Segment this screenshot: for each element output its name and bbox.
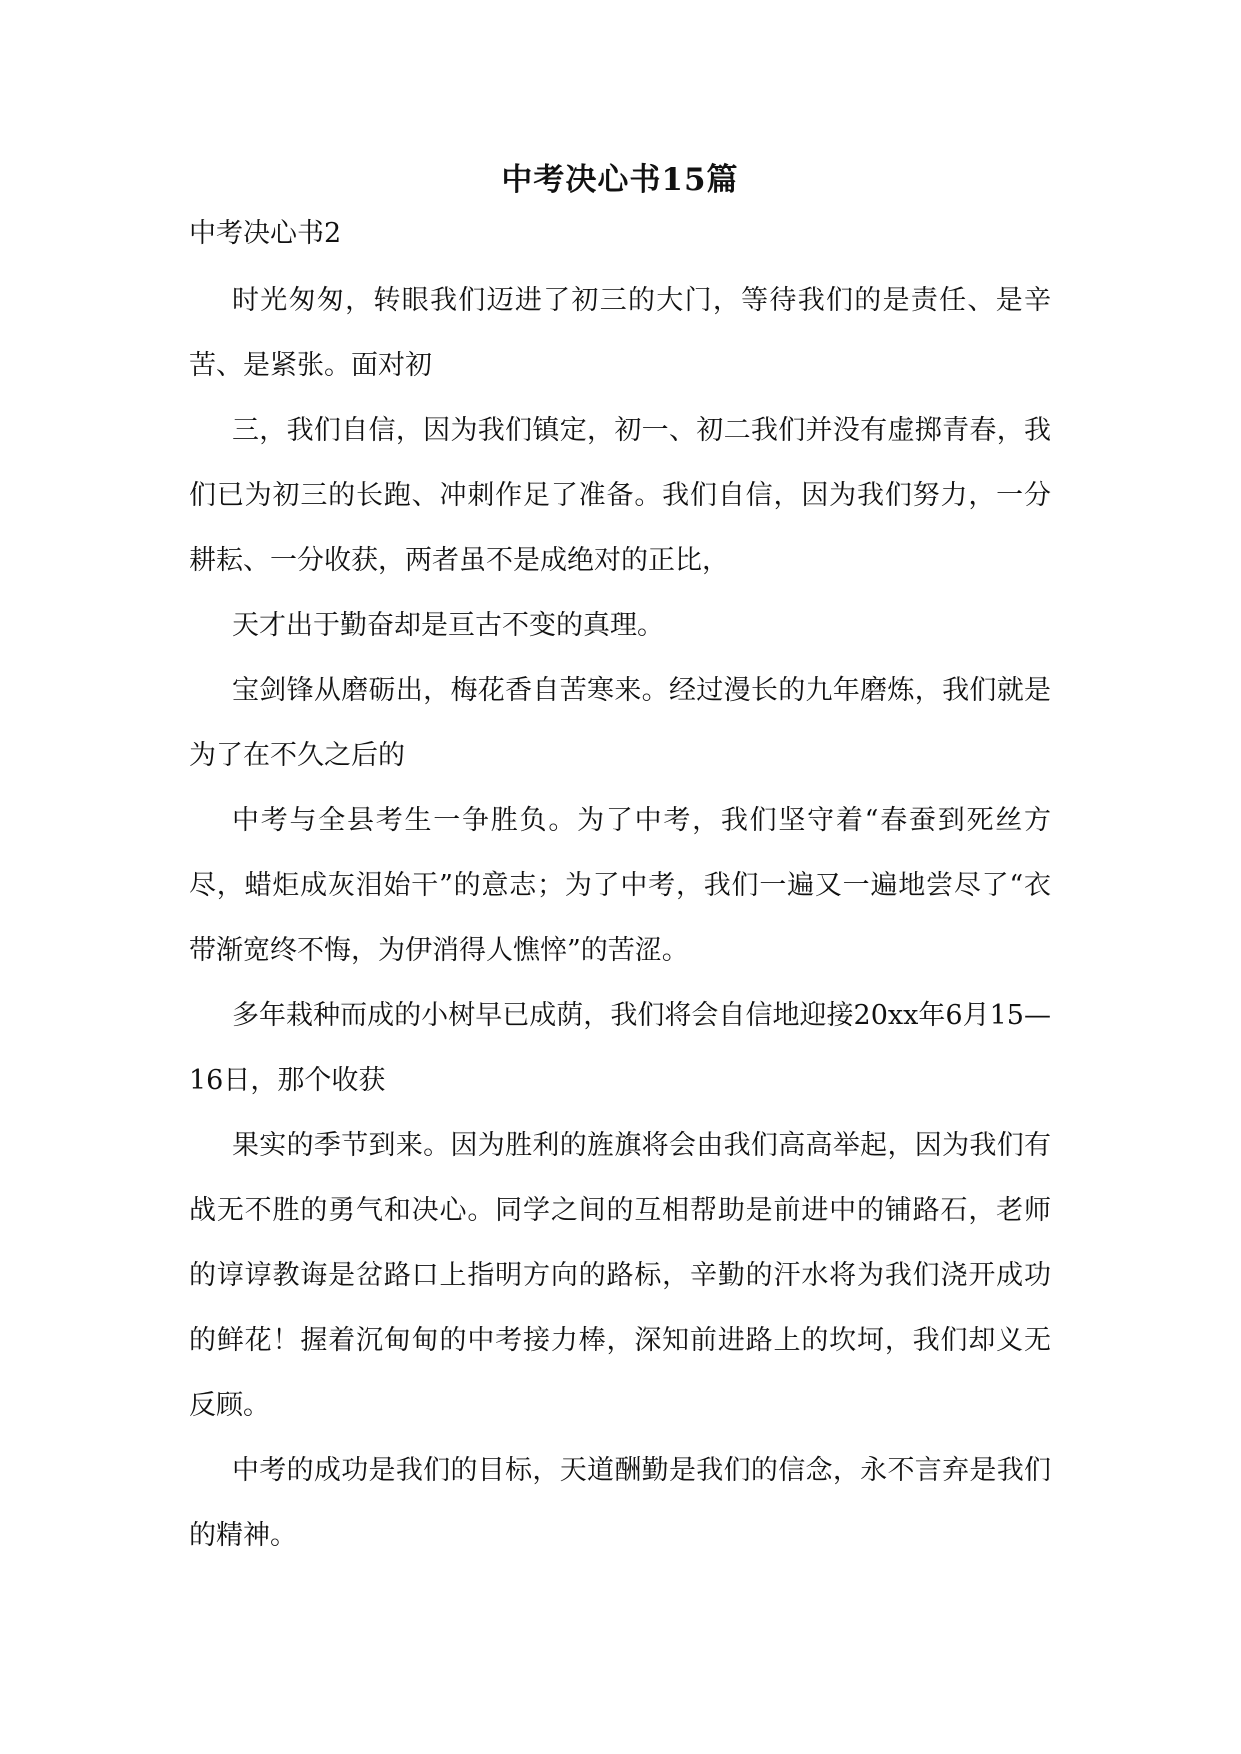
paragraph-5: 中考与全县考生一争胜负。为了中考，我们坚守着“春蚕到死丝方尽，蜡炬成灰泪始干”的意志；为了中考，我们一遍又一遍地尝尽了“衣带渐宽终不悔，为伊消得人憔悴”的苦涩。 — [189, 805, 1051, 966]
paragraph-2: 三，我们自信，因为我们镇定，初一、初二我们并没有虚掷青春，我们已为初三的长跑、冲刺作足了准备。我们自信，因为我们努力，一分耕耘、一分收获，两者虽不是成绝对的正比， — [189, 415, 1051, 576]
paragraph-4: 宝剑锋从磨砺出，梅花香自苦寒来。经过漫长的九年磨炼，我们就是为了在不久之后的 — [189, 675, 1051, 771]
paragraph-7: 果实的季节到来。因为胜利的旌旗将会由我们高高举起，因为我们有战无不胜的勇气和决心。同学之间的互相帮助是前进中的铺路石，老师的谆谆教诲是岔路口上指明方向的路标，辛勤的汗水将为我们浇开成功的鲜花！握着沉甸甸的中考接力棒，深知前进路上的坎坷，我们却义无反顾。 — [189, 1130, 1051, 1421]
paragraph-3: 天才出于勤奋却是亘古不变的真理。 — [232, 610, 664, 641]
paragraph-6: 多年栽种而成的小树早已成荫，我们将会自信地迎接20xx年6月15—16日，那个收获 — [189, 1000, 1051, 1096]
document-title: 中考决心书15篇 — [501, 162, 739, 198]
document-page — [189, 160, 1051, 1568]
paragraph-8: 中考的成功是我们的目标，天道酬勤是我们的信念，永不言弃是我们的精神。 — [189, 1455, 1051, 1551]
document-subtitle: 中考决心书2 — [189, 218, 342, 249]
paragraph-1: 时光匆匆，转眼我们迈进了初三的大门，等待我们的是责任、是辛苦、是紧张。面对初 — [189, 285, 1051, 381]
